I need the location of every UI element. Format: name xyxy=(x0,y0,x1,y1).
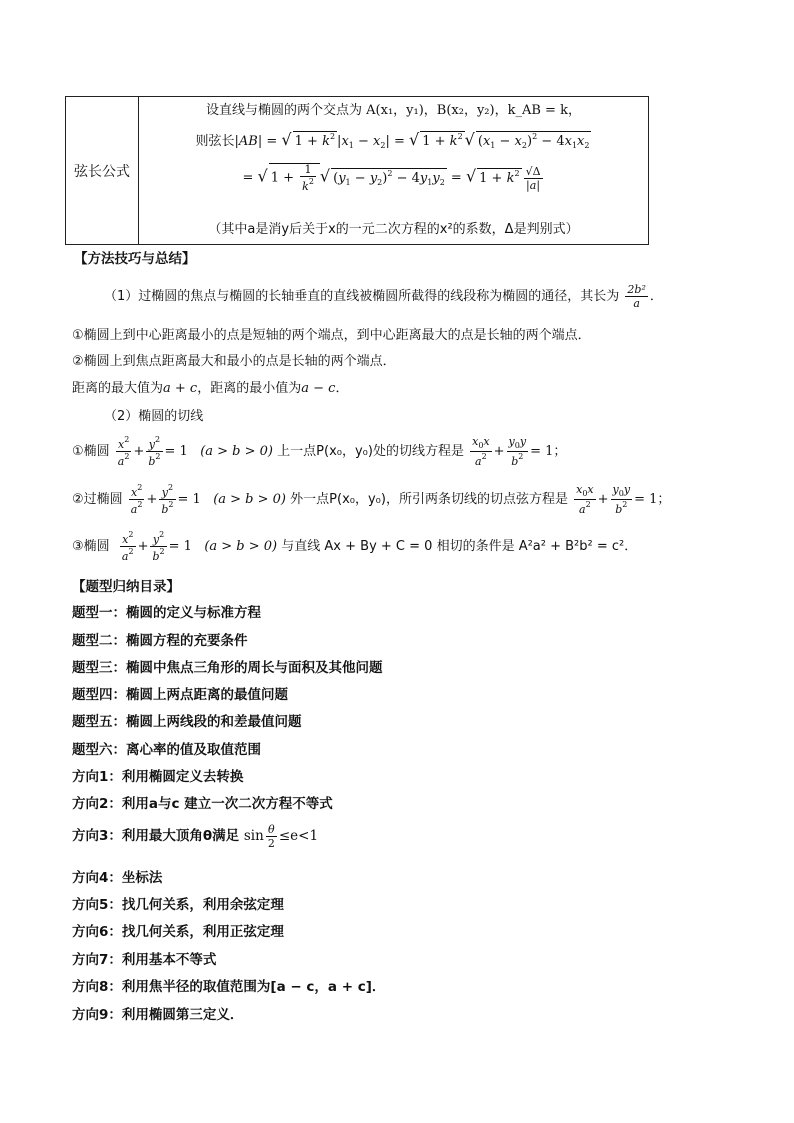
list-item: 方向2：利用a与c 建立一次二次方程不等式 xyxy=(72,796,333,812)
t1-suffix: ； xyxy=(553,444,567,459)
p4-e: ． xyxy=(335,381,349,396)
latus-rectum-fraction xyxy=(625,284,647,309)
list-item: 方向6：找几何关系，利用正弦定理 xyxy=(72,924,284,940)
methods-p5: （2）椭圆的切线 xyxy=(104,409,204,424)
list-item: 题型五：椭圆上两线段的和差最值问题 xyxy=(72,714,302,730)
table-line-4: （其中a是消y后关于x的一元二次方程的x²的系数，Δ是判别式） xyxy=(208,222,579,237)
t3-prefix: ③椭圆 xyxy=(72,539,110,554)
methods-p1-text: （1）过椭圆的焦点与椭圆的长轴垂直的直线被椭圆所截得的线段称为椭圆的通径，其长为 xyxy=(104,289,620,304)
methods-heading: 【方法技巧与总结】 xyxy=(74,251,196,267)
direction-3-formula: ≤e<1 xyxy=(278,828,319,844)
p4-b: a + c xyxy=(163,381,198,396)
latus-num: 2b² xyxy=(627,283,646,296)
t1-cond: (a > b > 0) xyxy=(200,444,274,459)
t3-cond: (a > b > 0) xyxy=(204,539,278,554)
list-item: 方向1：利用椭圆定义去转换 xyxy=(72,769,244,785)
list-item: 方向4：坐标法 xyxy=(72,870,163,886)
table-line-2-prefix: 则弦长 xyxy=(195,134,235,149)
list-item: 方向9：利用椭圆第三定义． xyxy=(72,1007,244,1023)
t1-prefix: ①椭圆 xyxy=(72,444,110,459)
tangent-1: ①椭圆 $\frac{x^2}{a^2}$ + $\frac{y^2}{b^2}$ = 1 (a > b > 0) 上一点P(x₀，y₀)处的切线方程是 $\frac{x_0x}{a^2}$ + $\frac{y_0y}{b^2}$ = 1； xyxy=(72,435,567,468)
tangent-2: ②过椭圆 $\frac{x^2}{a^2}$ + $\frac{y^2}{b^2}$ = 1 (a > b > 0) 外一点P(x₀，y₀)，所引两条切线的切点弦方程是 $\frac{x_0x}{a^2}$ + $\frac{y_0y}{b^2}$ = 1； xyxy=(72,483,671,516)
t3-mid: 与直线 Ax + By + C = 0 相切的条件是 A²a² + B²b² = c²． xyxy=(281,539,638,554)
table-line-1: 设直线与椭圆的两个交点为 A(x₁，y₁)，B(x₂，y₂)，k_AB = k， xyxy=(206,103,581,118)
catalog-heading: 【题型归纳目录】 xyxy=(72,579,180,595)
t2-suffix: ； xyxy=(657,492,671,507)
list-item: 方向8：利用焦半径的取值范围为[a − c，a + c]． xyxy=(72,979,386,995)
list-item: 题型四：椭圆上两点距离的最值问题 xyxy=(72,687,288,703)
p4-a: 距离的最大值为 xyxy=(72,381,164,396)
list-item-direction-3: 方向3：利用最大顶角θ满足 sin $\frac{\theta}{2}$ ≤e<1 xyxy=(72,823,319,850)
p4-c: ，距离的最小值为 xyxy=(197,381,302,396)
list-item: 题型一：椭圆的定义与标准方程 xyxy=(72,605,261,621)
methods-p4 xyxy=(72,377,348,396)
list-item: 方向5：找几何关系，利用余弦定理 xyxy=(72,897,284,913)
table-label: 弦长公式 xyxy=(66,97,139,244)
tangent-3: ③椭圆 $\frac{x^2}{a^2}$ + $\frac{y^2}{b^2}$ = 1 (a > b > 0) 与直线 Ax + By + C = 0 相切的条件是 A²a² + B²b² = c²． xyxy=(72,530,638,563)
latus-den: a xyxy=(633,297,640,310)
list-item: 方向7：利用基本不等式 xyxy=(72,952,217,968)
methods-p3: ②椭圆上到焦点距离最大和最小的点是长轴的两个端点． xyxy=(72,354,396,369)
list-item: 题型六：离心率的值及取值范围 xyxy=(72,742,261,758)
p4-d: a − c xyxy=(301,381,336,396)
table-content xyxy=(139,97,648,244)
t1-mid: 上一点P(x₀，y₀)处的切线方程是 xyxy=(277,444,464,459)
methods-p1 xyxy=(104,284,663,309)
t2-mid: 外一点P(x₀，y₀)，所引两条切线的切点弦方程是 xyxy=(290,492,568,507)
list-item: 题型三：椭圆中焦点三角形的周长与面积及其他问题 xyxy=(72,660,383,676)
table-line-3: = √ 1 + $\frac{1}{k^2}$ √ $(y_1 - y_2)^2 - 4y_1y_2$ = √ $1 + k^2$ $\frac{√\Delta}{|a|}$ xyxy=(242,163,541,193)
direction-3-text: 方向3：利用最大顶角θ满足 xyxy=(72,828,240,844)
methods-p1-suffix: ． xyxy=(649,289,663,304)
list-item: 题型二：椭圆方程的充要条件 xyxy=(72,633,248,649)
methods-p2: ①椭圆上到中心距离最小的点是短轴的两个端点，到中心距离最大的点是长轴的两个端点． xyxy=(72,328,591,343)
table-line-2: 则弦长|AB| = √ $1 + k^2$ $|x_1 - x_2|$ = √ $1 + k^2$ √ $(x_1 - x_2)^2 - 4x_1x_2$ xyxy=(195,130,590,150)
t2-cond: (a > b > 0) xyxy=(213,492,287,507)
t2-prefix: ②过椭圆 xyxy=(72,492,123,507)
chord-length-table xyxy=(65,96,649,245)
